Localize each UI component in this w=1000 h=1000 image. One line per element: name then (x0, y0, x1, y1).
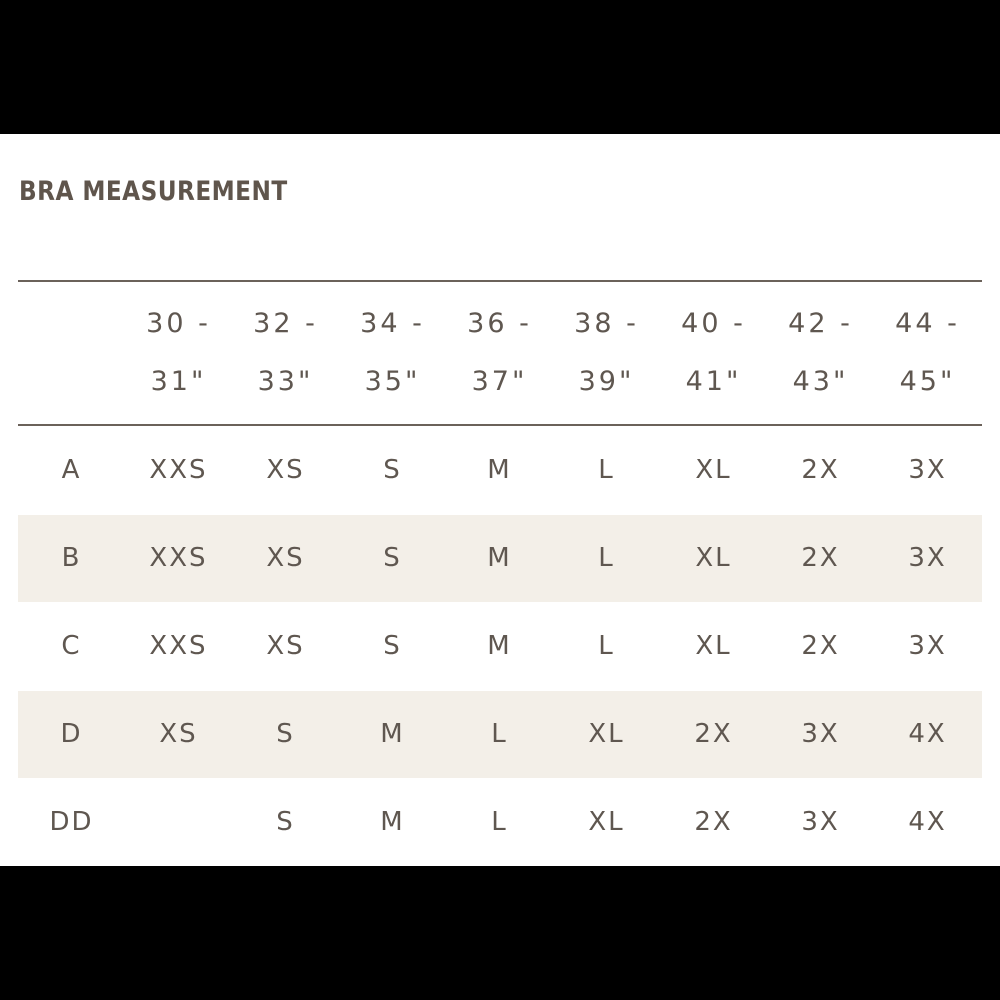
size-cell: L (491, 719, 508, 749)
table-row (18, 691, 982, 778)
column-header (874, 282, 981, 424)
size-cell: 2X (801, 455, 840, 485)
row-label: C (61, 631, 82, 661)
column-header-line1: 42 - (788, 308, 853, 339)
column-header (553, 282, 660, 424)
header-corner-cell (18, 282, 125, 424)
column-header-line2: 45" (899, 366, 956, 397)
column-header (339, 282, 446, 424)
size-cell: 3X (908, 631, 947, 661)
column-header-line2: 41" (685, 366, 742, 397)
column-header-line1: 32 - (253, 308, 318, 339)
size-cell: 3X (908, 455, 947, 485)
row-label: B (61, 543, 82, 573)
table-row (18, 427, 982, 514)
size-cell: XL (588, 807, 625, 837)
column-header (767, 282, 874, 424)
column-header-line1: 30 - (146, 308, 211, 339)
size-cell: S (383, 455, 402, 485)
size-cell: 2X (694, 807, 733, 837)
size-cell: 2X (801, 631, 840, 661)
column-header-line2: 31" (150, 366, 207, 397)
column-header-line2: 35" (364, 366, 421, 397)
size-cell: XXS (149, 631, 208, 661)
column-header-line1: 38 - (574, 308, 639, 339)
column-header-line1: 44 - (895, 308, 960, 339)
row-label: A (61, 455, 82, 485)
column-header (125, 282, 232, 424)
size-cell (125, 779, 232, 866)
header-bottom-rule (18, 424, 982, 426)
size-cell: M (380, 719, 405, 749)
size-cell: S (276, 719, 295, 749)
table-row (18, 779, 982, 866)
column-header-line2: 37" (471, 366, 528, 397)
size-cell: M (487, 455, 512, 485)
chart-title: BRA MEASUREMENT (19, 176, 288, 207)
size-cell: M (380, 807, 405, 837)
size-cell: XL (695, 543, 732, 573)
size-cell: L (598, 455, 615, 485)
size-cell: 4X (908, 719, 947, 749)
column-header-line2: 39" (578, 366, 635, 397)
column-header-line1: 36 - (467, 308, 532, 339)
column-header-line1: 34 - (360, 308, 425, 339)
size-cell: 3X (801, 807, 840, 837)
column-header-line2: 33" (257, 366, 314, 397)
column-header (446, 282, 553, 424)
table-header-row (18, 282, 982, 424)
size-cell: XS (266, 631, 305, 661)
size-cell: XS (266, 455, 305, 485)
table-row (18, 515, 982, 602)
size-cell: S (383, 543, 402, 573)
size-cell: XL (588, 719, 625, 749)
size-cell: 2X (694, 719, 733, 749)
column-header-line1: 40 - (681, 308, 746, 339)
size-cell: XL (695, 631, 732, 661)
size-cell: S (383, 631, 402, 661)
table-row (18, 603, 982, 690)
size-cell: XL (695, 455, 732, 485)
size-cell: XS (266, 543, 305, 573)
size-cell: XS (159, 719, 198, 749)
size-cell: M (487, 631, 512, 661)
size-cell: 2X (801, 543, 840, 573)
row-label: DD (49, 807, 94, 837)
row-label: D (60, 719, 83, 749)
size-cell: L (598, 543, 615, 573)
column-header (660, 282, 767, 424)
size-cell: S (276, 807, 295, 837)
size-cell: XXS (149, 455, 208, 485)
size-cell: L (491, 807, 508, 837)
size-cell: XXS (149, 543, 208, 573)
size-cell: M (487, 543, 512, 573)
column-header (232, 282, 339, 424)
column-header-line2: 43" (792, 366, 849, 397)
size-cell: L (598, 631, 615, 661)
size-cell: 3X (908, 543, 947, 573)
size-cell: 3X (801, 719, 840, 749)
size-cell: 4X (908, 807, 947, 837)
